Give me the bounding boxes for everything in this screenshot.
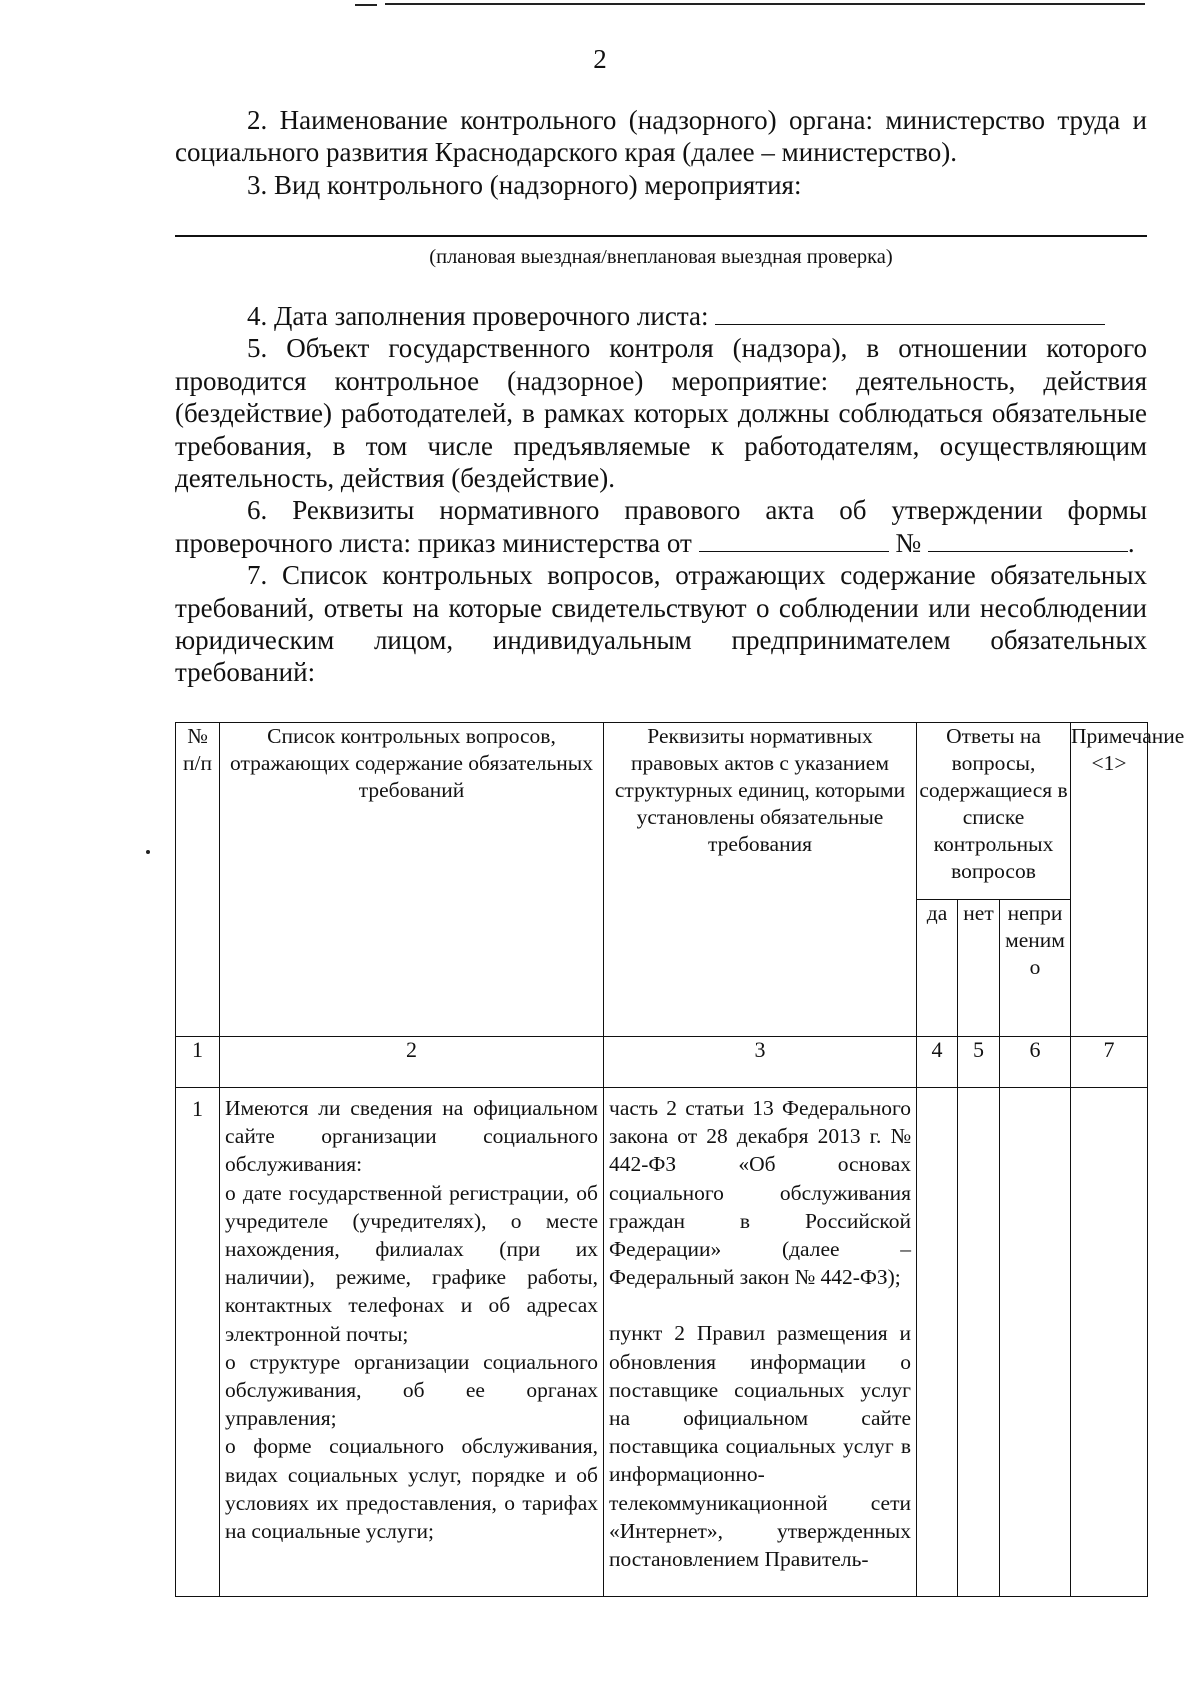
question-item-2: о структуре организации социального обслуживания, об ее органах управления; <box>225 1349 598 1431</box>
act-gap <box>609 1291 911 1319</box>
header-na: неприменимо <box>1000 900 1071 1037</box>
note-cell[interactable] <box>1071 1088 1148 1597</box>
page-number: 2 <box>593 44 607 74</box>
section-items-4-7 <box>175 300 1147 689</box>
inspection-type-line <box>175 235 1147 237</box>
date-blank <box>715 300 1105 325</box>
col-num-4: 4 <box>917 1037 958 1088</box>
header-no: нет <box>958 900 1000 1037</box>
answer-no-cell[interactable] <box>958 1088 1000 1597</box>
col-num-6: 6 <box>1000 1037 1071 1088</box>
header-questions: Список контрольных вопросов, отражающих содержание обязательных требований <box>220 723 604 1037</box>
item-2: 2. Наименование контрольного (надзорного) органа: министерство труда и социального развития Краснодарского края (далее – министерство). <box>175 105 1147 168</box>
row-num: 1 <box>176 1088 220 1597</box>
act-1: часть 2 статьи 13 Федерального закона от 28 декабря 2013 г. № 442-ФЗ «Об основах социального обслуживания граждан в Российской Федерации» (далее – Федеральный закон № 442-ФЗ); <box>609 1096 911 1290</box>
section-items-2-3 <box>175 104 1147 201</box>
header-row-1 <box>176 723 1148 900</box>
question-intro: Имеются ли сведения на официальном сайте организации социального обслуживания: <box>225 1096 598 1177</box>
table-row <box>176 1088 1148 1597</box>
item-6: 6. Реквизиты нормативного правового акта об утверждении формы проверочного листа: приказ министерства от № . <box>175 495 1147 558</box>
item-5: 5. Объект государственного контроля (надзора), в отношении которого проводится контрольное (надзорное) мероприятие: деятельность, действия (бездействие) работодателей, в рамках которых должны соблюдаться обязательные требования, в том числе предъявляемые к работодателям, осуществляющим деятельность, действия (бездействие). <box>175 333 1147 494</box>
header-num: № п/п <box>176 723 220 1037</box>
stray-mark <box>146 850 150 854</box>
col-num-2: 2 <box>220 1037 604 1088</box>
item-4: 4. Дата заполнения проверочного листа: <box>175 300 1147 332</box>
question-item-3: о форме социального обслуживания, видах социальных услуг, порядке и об условиях их предоставления, о тарифах на социальные услуги; <box>225 1434 598 1544</box>
inspection-type-caption: (плановая выездная/внеплановая выездная проверка) <box>429 246 893 268</box>
order-number-blank <box>928 527 1128 552</box>
header-answers: Ответы на вопросы, содержащиеся в списке контрольных вопросов <box>917 723 1071 900</box>
order-date-blank <box>699 527 889 552</box>
column-number-row <box>176 1037 1148 1088</box>
header-acts: Реквизиты нормативных правовых актов с указанием структурных единиц, которыми установлены обязательные требования <box>604 723 917 1037</box>
col-num-7: 7 <box>1071 1037 1148 1088</box>
top-dash <box>355 4 377 6</box>
answer-na-cell[interactable] <box>1000 1088 1071 1597</box>
row-acts <box>604 1088 917 1597</box>
header-note: Примечание <1> <box>1071 723 1148 1037</box>
item-7: 7. Список контрольных вопросов, отражающих содержание обязательных требований, ответы на которые свидетельствуют о соблюдении или несоблюдении юридическим лицом, индивидуальным предпринимателем обязательных требований: <box>175 560 1147 688</box>
header-yes: да <box>917 900 958 1037</box>
col-num-5: 5 <box>958 1037 1000 1088</box>
col-num-3: 3 <box>604 1037 917 1088</box>
col-num-1: 1 <box>176 1037 220 1088</box>
act-2: пункт 2 Правил размещения и обновления информации о поставщике социальных услуг на официальном сайте поставщика социальных услуг в информационно-телекоммуникационной сети «Интернет», утвержденных постановлением Правитель- <box>609 1321 911 1572</box>
checklist-table <box>175 722 1185 1597</box>
answer-yes-cell[interactable] <box>917 1088 958 1597</box>
item-3: 3. Вид контрольного (надзорного) мероприятия: <box>247 169 802 200</box>
question-item-1: о дате государственной регистрации, об учредителе (учредителях), о месте нахождения, филиалах (при их наличии), режиме, графике работы, контактных телефонах и об адресах электронной почты; <box>225 1180 598 1346</box>
row-question <box>220 1088 604 1597</box>
top-rule <box>385 3 1145 5</box>
